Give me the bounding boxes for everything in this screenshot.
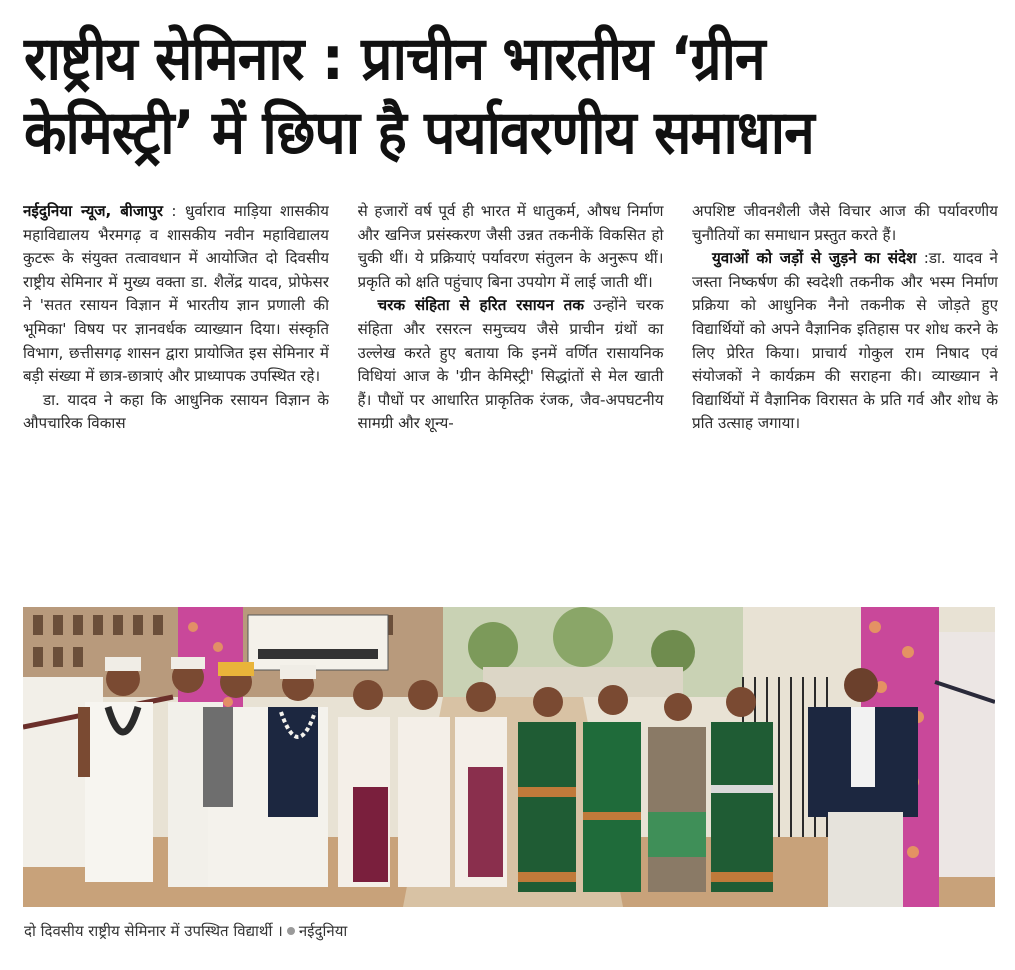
subheading: चरक संहिता से हरित रसायन तक: [377, 296, 584, 315]
paragraph-text: से हजारों वर्ष पूर्व ही भारत में धातुकर्म, औषध निर्माण और खनिज प्रसंस्करण जैसी उन्नत तकनीकें विकसित हो चुकी थीं। ये प्रक्रियाएं पर्यावरण संतुलन के अनुरूप थीं। प्रकृति को क्षति पहुंचाए बिना उपयोग में लाई जाती थीं।: [357, 202, 664, 291]
subheading: युवाओं को जड़ों से जुड़ने का संदेश: [712, 249, 917, 268]
photo-caption: [24, 918, 724, 944]
paragraph-text: उन्होंने चरक संहिता और रसरत्न समुच्चय जैसे प्राचीन ग्रंथों का उल्लेख करते हुए बताया कि इनमें वर्णित रासायनिक विधियां आज के 'ग्रीन केमिस्ट्री' सिद्धांतों से मेल खाती हैं। पौधों पर आधारित प्राकृतिक रंजक, जैव-अपघटनीय सामग्री और शून्य-: [357, 296, 664, 433]
paragraph: [358, 294, 664, 436]
news-photo: [23, 607, 995, 907]
headline: [24, 22, 921, 170]
paragraph: [23, 389, 329, 436]
dateline: नईदुनिया न्यूज, बीजापुर: [23, 202, 163, 220]
headline-line-1: राष्ट्रीय सेमिनार : प्राचीन भारतीय ‘ग्रीन: [24, 24, 765, 94]
paragraph-text: : धुर्वाराव माड़िया शासकीय महाविद्यालय भैरमगढ़ व शासकीय नवीन महाविद्यालय कुटरू के संयुक्त तत्वावधान में आयोजित दो दिवसीय राष्ट्रीय सेमिनार में मुख्य वक्ता डा. शैलेंद्र यादव, प्रोफेसर ने 'सतत रसायन विज्ञान में भारतीय ज्ञान प्रणाली की भूमिका' विषय पर ज्ञानवर्धक व्याख्यान दिया। संस्कृति विभाग, छत्तीसगढ़ शासन द्वारा प्रायोजित इस सेमिनार में बड़ी संख्या में छात्र-छात्राएं और प्राध्यापक उपस्थित रहे।: [23, 202, 329, 386]
paragraph-text: :डा. यादव ने जस्ता निष्कर्षण की स्वदेशी तकनीक और भस्म निर्माण प्रक्रिया को आधुनिक नैनो तकनीक से जोड़ते हुए विद्यार्थियों को अपने वैज्ञानिक इतिहास पर शोध करने के लिए प्रेरित किया। प्राचार्य गोकुल राम निषाद एवं संयोजकों ने कार्यक्रम की सराहना की। व्याख्यान ने विद्यार्थियों में वैज्ञानिक विरासत के प्रति गर्व और शोध के प्रति उत्साह जगाया।: [692, 249, 998, 433]
article-column-1: [23, 200, 329, 595]
bullet-dot-icon: [287, 927, 295, 935]
paragraph-text: अपशिष्ट जीवनशैली जैसे विचार आज की पर्यावरणीय चुनौतियों का समाधान प्रस्तुत करते हैं।: [692, 202, 998, 244]
group-photo-illustration: [23, 607, 995, 907]
photo-credit: नईदुनिया: [298, 922, 348, 940]
headline-line-2: केमिस्ट्री’ में छिपा है पर्यावरणीय समाधान: [24, 98, 814, 168]
article-column-2: [358, 200, 664, 595]
paragraph-text: डा. यादव ने कहा कि आधुनिक रसायन विज्ञान के औपचारिक विकास: [23, 390, 329, 433]
article-body: [23, 200, 998, 595]
paragraph: [692, 200, 998, 247]
paragraph: [23, 200, 329, 389]
paragraph: [358, 200, 664, 294]
article-column-3: [692, 200, 998, 595]
caption-text: दो दिवसीय राष्ट्रीय सेमिनार में उपस्थित विद्यार्थी ।: [24, 922, 283, 940]
paragraph: [692, 247, 998, 436]
